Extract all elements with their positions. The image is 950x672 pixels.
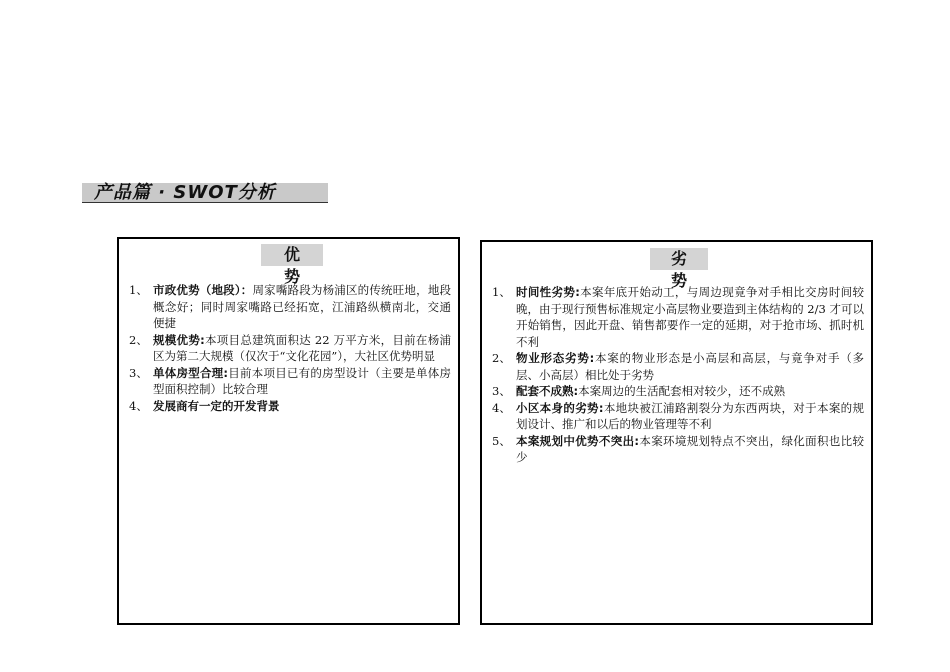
item-text: 本项目总建筑面积达 22 万平方米，目前在杨浦区为第二大规模（仅次于“文化花园”），大社区优势明显 [153,332,451,363]
list-item [492,383,864,400]
item-number: 3、 [492,384,511,398]
item-number: 3、 [129,365,148,380]
item-lead: 小区本身的劣势: [516,400,604,415]
weaknesses-panel [480,240,873,625]
item-number: 1、 [492,285,511,299]
item-text: 本案年底开始动工，与周边现竟争对手相比交房时间较晚，由于现行预售标准规定小高层物业要造到主体结构的 2/3 才可以开始销售，因此开盘、销售都要作一定的延期，对于抢市场、抓时机不利 [516,285,864,349]
item-lead: 规模优势: [153,332,205,347]
item-text: 周家嘴路段为杨浦区的传统旺地，地段概念好；同时周家嘴路已经拓宽，江浦路纵横南北，交通便捷 [153,283,452,330]
item-text: 本案的物业形态是小高层和高层，与竟争对手（多层、小高层）相比处于劣势 [516,351,864,382]
item-lead: 配套不成熟: [516,384,579,398]
item-number: 1、 [129,283,148,297]
strengths-list [129,282,451,414]
item-lead: 本案规划中优势不突出: [516,433,640,448]
item-text: 本案周边的生活配套相对较少，还不成熟 [578,384,786,398]
item-number: 2、 [129,332,148,347]
item-lead: 物业形态劣势: [516,351,595,365]
list-item [492,350,864,383]
item-lead: 市政优势（地段）： [153,283,253,297]
list-item [492,433,864,466]
list-item [492,400,864,433]
strengths-heading: 优 势 [261,244,323,266]
item-text: 本案环境规划特点不突出，绿化面积也比较少 [516,433,864,464]
strengths-panel [117,237,460,625]
list-item [129,398,451,415]
list-item [492,284,864,350]
weaknesses-list [492,284,864,466]
item-number: 5、 [492,433,511,448]
weaknesses-heading: 劣 势 [650,248,708,270]
item-text: 本地块被江浦路割裂分为东西两块，对于本案的规划设计、推广和以后的物业管理等不利 [516,400,865,431]
item-text: 目前本项目已有的房型设计（主要是单体房型面积控制）比较合理 [153,365,451,396]
item-number: 4、 [492,400,511,415]
item-lead: 发展商有一定的开发背景 [153,398,280,413]
list-item [129,365,451,398]
item-number: 2、 [492,351,511,365]
list-item [129,332,451,365]
item-lead: 单体房型合理: [153,365,229,380]
list-item [129,282,451,332]
item-number: 4、 [129,398,148,413]
item-lead: 时间性劣势: [516,285,580,299]
page-title: 产品篇 · SWOT分析 [82,183,328,203]
